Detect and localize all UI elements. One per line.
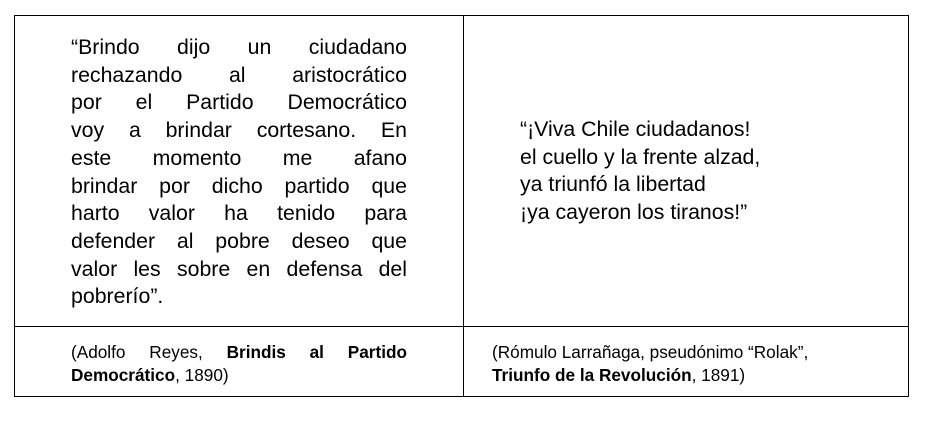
- left-citation-author: (Adolfo Reyes,: [71, 342, 227, 362]
- left-citation: [71, 341, 407, 386]
- left-poem-line: “Brindo dijo un ciudadano: [71, 35, 407, 59]
- right-citation-author: (Rómulo Larrañaga, pseudónimo “Rolak”,: [492, 342, 809, 362]
- left-citation-line-2: [71, 364, 407, 387]
- left-poem-line: valor les sobre en defensa del: [71, 256, 407, 281]
- right-poem: [520, 116, 760, 227]
- right-citation-year: , 1891): [691, 364, 746, 385]
- right-poem-line: el cuello y la frente alzad,: [520, 144, 761, 169]
- quote-table: [14, 15, 909, 397]
- right-poem-line: ya triunfó la libertad: [520, 172, 706, 197]
- left-poem-line: este momento me afano: [71, 145, 407, 170]
- row-divider: [15, 326, 908, 327]
- right-citation-line-2: [492, 364, 808, 387]
- left-poem-line: rechazando al aristocrático: [71, 62, 407, 87]
- right-poem-line: “¡Viva Chile ciudadanos!: [520, 117, 751, 141]
- right-citation-title: Triunfo de la Revolución: [492, 364, 692, 385]
- left-poem-line: por el Partido Democrático: [71, 90, 407, 115]
- left-citation-title-part1: Brindis al Partido: [226, 342, 407, 362]
- left-poem-line: voy a brindar cortesano. En: [71, 118, 407, 143]
- left-poem-line: harto valor ha tenido para: [71, 201, 407, 226]
- right-citation: [492, 341, 808, 386]
- left-poem: [71, 34, 407, 311]
- left-poem-line: defender al pobre deseo que: [71, 228, 407, 253]
- left-citation-year: , 1890): [175, 364, 229, 385]
- left-poem-line: pobrerío”.: [71, 284, 164, 309]
- left-poem-line: brindar por dicho partido que: [71, 173, 407, 198]
- column-divider: [463, 16, 464, 396]
- right-poem-line: ¡ya cayeron los tiranos!”: [520, 200, 748, 225]
- left-citation-title-part2: Democrático: [71, 364, 176, 385]
- left-citation-line-1: [71, 341, 407, 364]
